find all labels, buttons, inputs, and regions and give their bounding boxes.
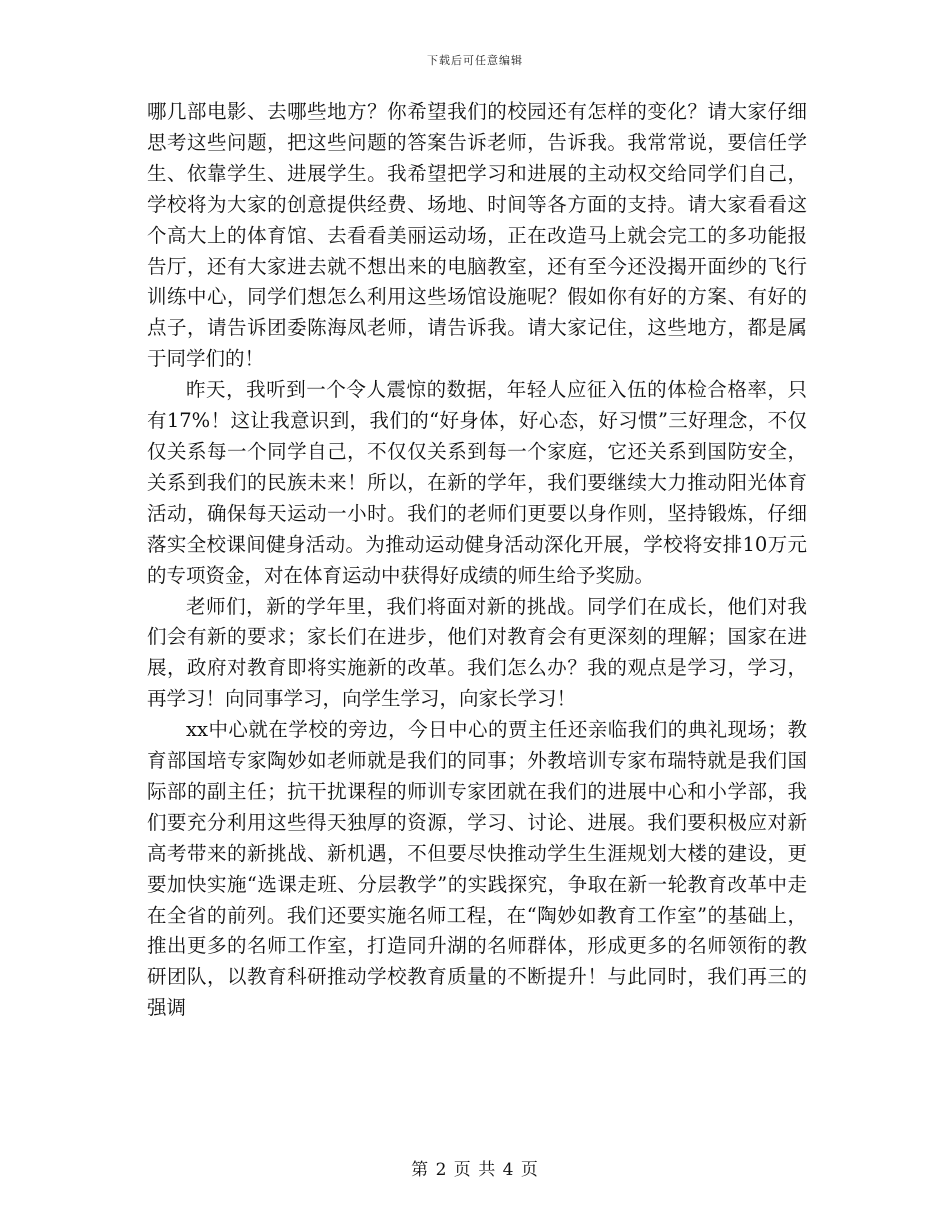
paragraph-3: 老师们，新的学年里，我们将面对新的挑战。同学们在成长，他们对我们会有新的要求；家长们在进步，他们对教育会有更深刻的理解；国家在进展，政府对教育即将实施新的改革。我们怎么办？我的观点是学习，学习，再学习！向同事学习，向学生学习，向家长学习！	[147, 594, 807, 711]
document-body	[147, 97, 807, 1024]
page-header: 下载后可任意编辑	[427, 54, 523, 67]
paragraph-1: 哪几部电影、去哪些地方？你希望我们的校园还有怎样的变化？请大家仔细思考这些问题，把这些问题的答案告诉老师，告诉我。我常常说，要信任学生、依靠学生、进展学生。我希望把学习和进展的主动权交给同学们自己，学校将为大家的创意提供经费、场地、时间等各方面的支持。请大家看看这个高大上的体育馆、去看看美丽运动场，正在改造马上就会完工的多功能报告厅，还有大家进去就不想出来的电脑教室，还有至今还没揭开面纱的飞行训练中心，同学们想怎么利用这些场馆设施呢？假如你有好的方案、有好的点子，请告诉团委陈海凤老师，请告诉我。请大家记住，这些地方，都是属于同学们的！	[147, 100, 807, 371]
paragraph-4: xx中心就在学校的旁边，今日中心的贾主任还亲临我们的典礼现场；教育部国培专家陶妙如老师就是我们的同事；外教培训专家布瑞特就是我们国际部的副主任；抗干扰课程的师训专家团就在我们的进展中心和小学部，我们要充分利用这些得天独厚的资源，学习、讨论、进展。我们要积极应对新高考带来的新挑战、新机遇，不但要尽快推动学生生涯规划大楼的建设，更要加快实施“选课走班、分层教学”的实践探究，争取在新一轮教育改革中走在全省的前列。我们还要实施名师工程，在“陶妙如教育工作室”的基础上，推出更多的名师工作室，打造同升湖的名师群体，形成更多的名师领衔的教研团队，以教育科研推动学校教育质量的不断提升！与此同时，我们再三的强调	[147, 718, 807, 1020]
page-number-footer: 第 2 页 共 4 页	[411, 1160, 539, 1180]
paragraph-2: 昨天，我听到一个令人震惊的数据，年轻人应征入伍的体检合格率，只有17%！这让我意识到，我们的“好身体，好心态，好习惯”三好理念，不仅仅关系每一个同学自己，不仅仅关系到每一个家庭，它还关系到国防安全，关系到我们的民族未来！所以，在新的学年，我们要继续大力推动阳光体育活动，确保每天运动一小时。我们的老师们更要以身作则，坚持锻炼，仔细落实全校课间健身活动。为推动运动健身活动深化开展，学校将安排10万元的专项资金，对在体育运动中获得好成绩的师生给予奖励。	[147, 378, 807, 587]
